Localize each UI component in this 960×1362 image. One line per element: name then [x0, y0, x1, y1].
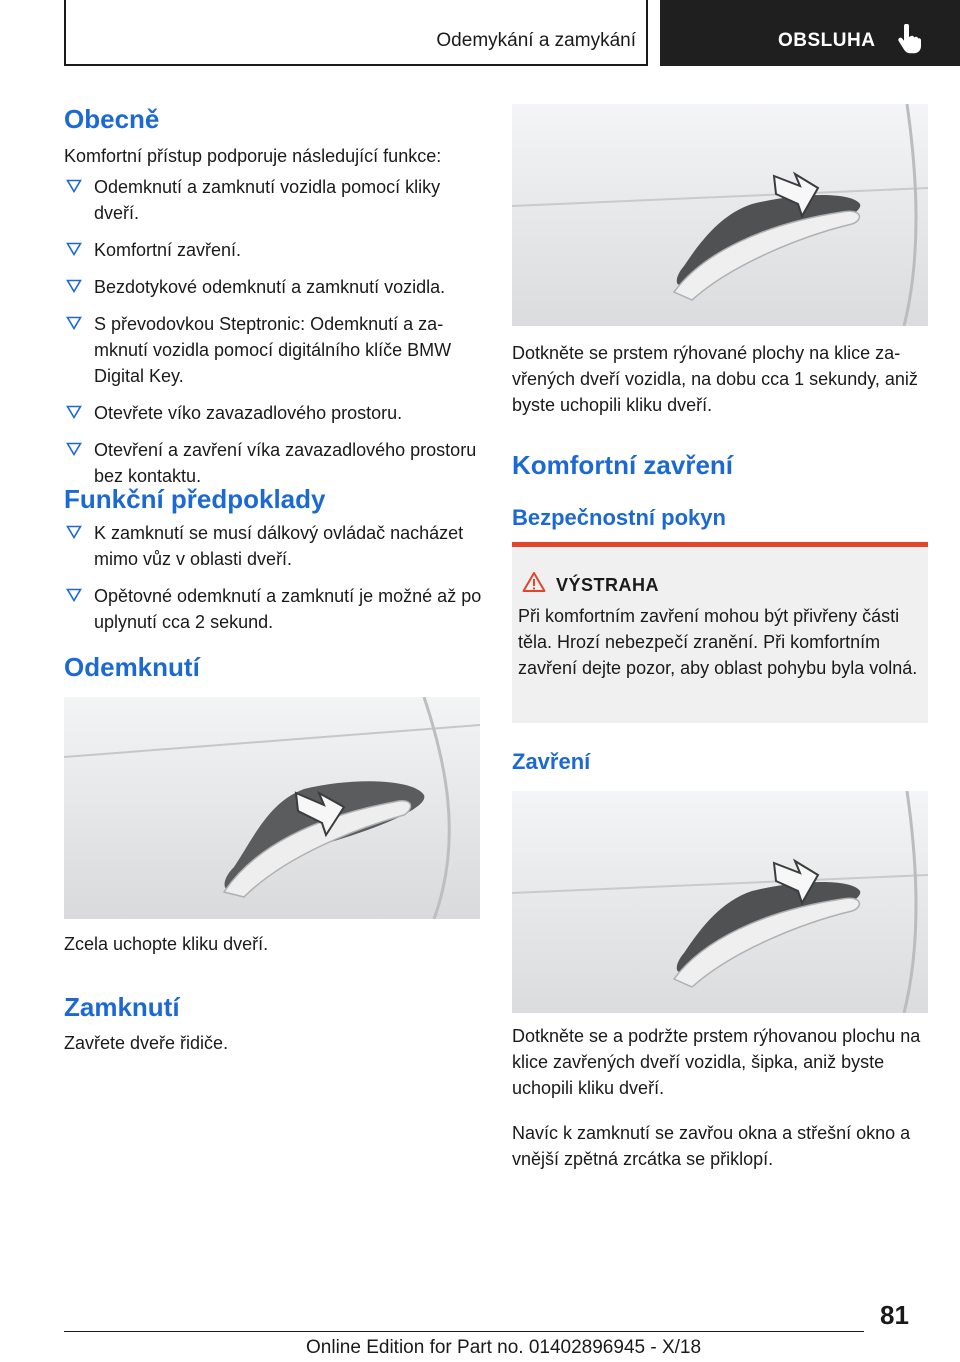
warning-triangle-icon: [522, 571, 546, 593]
list-item: Opětovné odemknutí a zamknutí je možné až po uplynutí cca 2 sekund.: [64, 583, 484, 635]
photo1-caption: Dotkněte se prstem rýhované plochy na klice zavřených dveří vozidla, na dobu cca 1 sekundy, aniž byste uchopili kliku dveří.: [512, 343, 918, 415]
door-handle-hold-photo: [512, 791, 928, 1013]
zavreni-note: Navíc k zamknutí se zavřou okna a střešní okno a vnější zpětná zrcátka se přiklopí.: [512, 1123, 911, 1169]
obecne-list: [64, 174, 480, 500]
odemknuti-heading: Odemknutí: [64, 652, 200, 682]
hand-pointer-icon: [896, 24, 922, 54]
list-item: Bezdotykové odemknutí a zamknutí vozidla.: [64, 274, 480, 300]
komfort-heading: Komfortní zavření: [512, 450, 734, 480]
footer-edition: Online Edition for Part no. 01402896945 - X/18: [306, 1337, 702, 1358]
warning-box: [512, 542, 928, 723]
triangle-bullet-icon: [66, 588, 82, 602]
footer-divider: [64, 1331, 864, 1332]
zavreni-caption: Dotkněte se a podržte prstem rýhovanou plochu na klice zavřených dveří vozidla, šipka, aniž byste uchopili kliku dveří.: [512, 1026, 921, 1098]
triangle-bullet-icon: [66, 442, 82, 456]
triangle-bullet-icon: [66, 242, 82, 256]
odemknuti-caption: Zcela uchopte kliku dveří.: [64, 934, 269, 954]
warning-title: VÝSTRAHA: [556, 575, 660, 595]
door-handle-touch-photo: [512, 104, 928, 326]
predpoklady-list: [64, 520, 484, 646]
header-section-title: Odemykání a zamykání: [436, 30, 636, 51]
warning-text: Při komfortním zavření mohou být přivřeny části těla. Hrozí nebezpečí zranění. Při komfortním zavření dejte pozor, aby oblast pohybu byla volná.: [518, 606, 918, 678]
zamknuti-heading: Zamknutí: [64, 992, 180, 1022]
list-item: Otevření a zavření víka zavazadlového prostoru bez kontaktu.: [64, 437, 480, 489]
list-item: Komfortní zavření.: [64, 237, 480, 263]
triangle-bullet-icon: [66, 279, 82, 293]
predpoklady-heading: Funkční předpoklady: [64, 484, 326, 514]
bezpecnost-heading: Bezpečnostní pokyn: [512, 505, 726, 530]
obecne-intro: Komfortní přístup podporuje následující funkce:: [64, 146, 442, 166]
list-item: K zamknutí se musí dálkový ovládač nacházet mimo vůz v oblasti dveří.: [64, 520, 484, 572]
zavreni-heading: Zavření: [512, 749, 591, 774]
triangle-bullet-icon: [66, 179, 82, 193]
door-handle-grip-photo: [64, 697, 480, 919]
header-section-box: [64, 0, 648, 66]
header-chapter-title: OBSLUHA: [778, 30, 876, 51]
header-chapter-box: [660, 0, 960, 66]
list-item: S převodovkou Steptronic: Odemknutí a zamknutí vozidla pomocí digitálního klíče BMW Digital Key.: [64, 311, 480, 389]
triangle-bullet-icon: [66, 316, 82, 330]
triangle-bullet-icon: [66, 525, 82, 539]
obecne-heading: Obecně: [64, 104, 160, 134]
zamknuti-text: Zavřete dveře řidiče.: [64, 1033, 229, 1053]
page-number: 81: [880, 1300, 909, 1330]
list-item: Odemknutí a zamknutí vozidla pomocí kliky dveří.: [64, 174, 480, 226]
list-item: Otevřete víko zavazadlového prostoru.: [64, 400, 480, 426]
triangle-bullet-icon: [66, 405, 82, 419]
